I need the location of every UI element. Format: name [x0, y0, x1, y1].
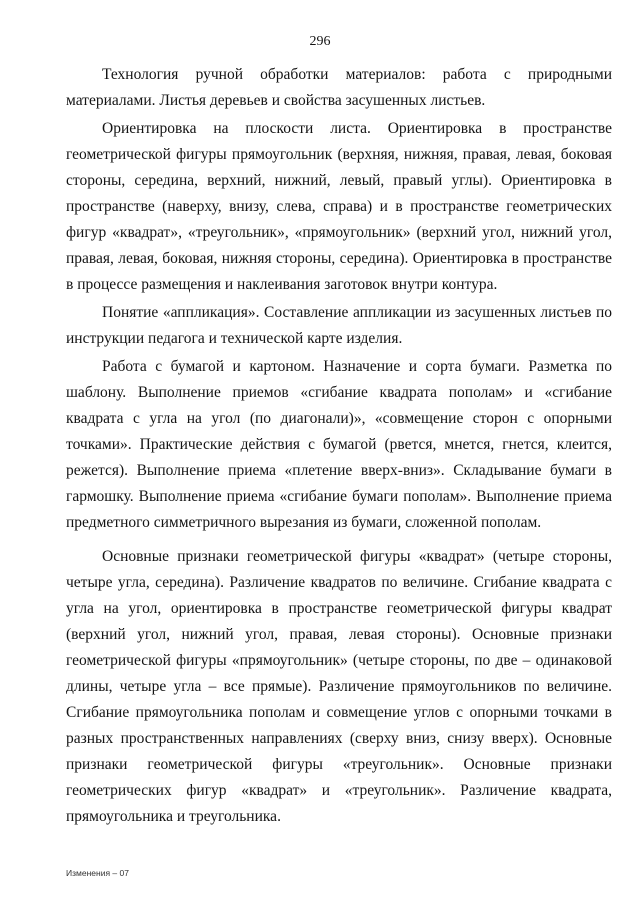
paragraph-natural-materials: Технология ручной обработки материалов: работа с природными материалами. Листья деревьев и свойства засушенных листьев. — [66, 66, 612, 109]
paragraph-orientation: Ориентировка на плоскости листа. Ориентировка в пространстве геометрической фигуры прямоугольник (верхняя, нижняя, правая, левая, боковая стороны, середина, верхний, нижний, левый, правый углы). Ориентировка в пространстве (наверху, внизу, слева, справа) и в пространстве геометрических фигур «квадрат», «треугольник», «прямоугольник» (верхний угол, нижний угол, правая, левая, боковая, нижняя стороны, середина). Ориентировка в пространстве в процессе размещения и наклеивания заготовок внутри контура. — [66, 120, 612, 293]
body-text — [66, 62, 612, 830]
paragraph-geometric-figures: Основные признаки геометрической фигуры «квадрат» (четыре стороны, четыре угла, середина). Различение квадратов по величине. Сгибание квадрата с угла на угол, ориентировка в пространстве геометрической фигуры квадрат (верхний угол, нижний угол, правая, левая стороны). Основные признаки геометрической фигуры «прямоугольник» (четыре стороны, по две – одинаковой длины, четыре угла – все прямые). Различение прямоугольников по величине. Сгибание прямоугольника пополам и совмещение углов с опорными точками в разных пространственных направлениях (сверху вниз, снизу вверх). Основные признаки геометрической фигуры «треугольник». Основные признаки геометрических фигур «квадрат» и «треугольник». Различение квадрата, прямоугольника и треугольника. — [66, 548, 612, 825]
footer-note: Изменения – 07 — [66, 868, 129, 878]
paragraph-applique: Понятие «аппликация». Составление аппликации из засушенных листьев по инструкции педагога и технической карте изделия. — [66, 304, 612, 347]
paragraph-paper-work: Работа с бумагой и картоном. Назначение и сорта бумаги. Разметка по шаблону. Выполнение приемов «сгибание квадрата пополам» и «сгибание квадрата с угла на угол (по диагонали)», «совмещение сторон с опорными точками». Практические действия с бумагой (рвется, мнется, гнется, клеится, режется). Выполнение приема «плетение вверх-вниз». Складывание бумаги в гармошку. Выполнение приема «сгибание бумаги пополам». Выполнение приема предметного симметричного вырезания из бумаги, сложенной пополам. — [66, 358, 612, 531]
page-number: 296 — [309, 34, 331, 49]
